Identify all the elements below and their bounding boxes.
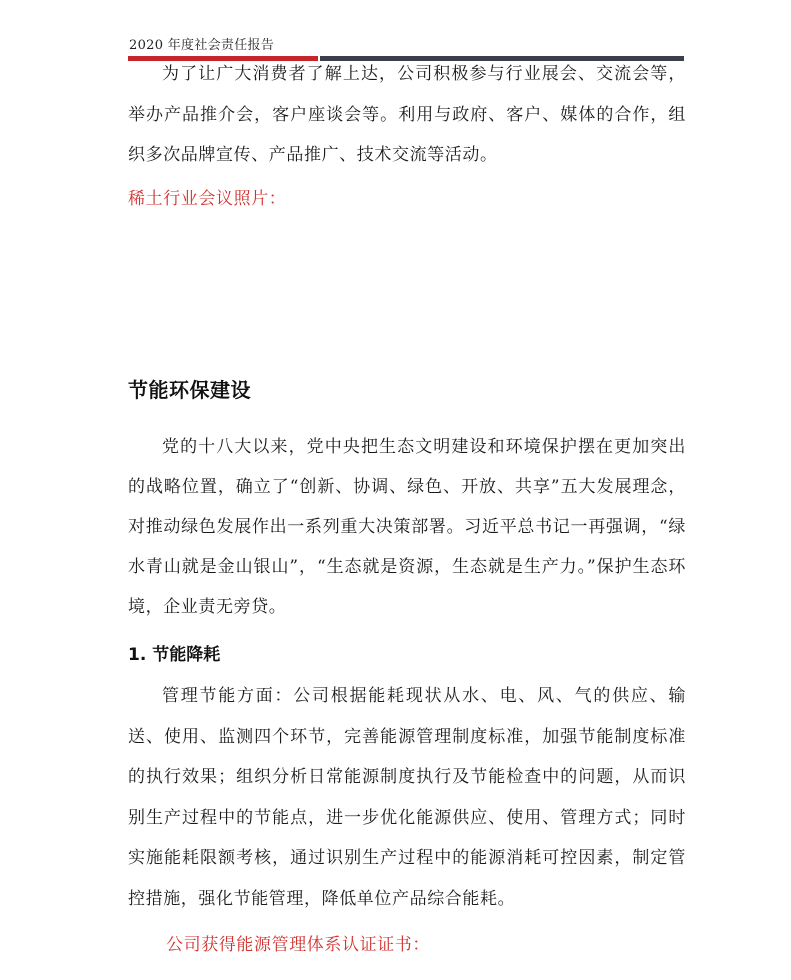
energy-management-paragraph: 管理节能方面：公司根据能耗现状从水、电、风、气的供应、输送、使用、监测四个环节，完善能源管理制度标准，加强节能制度标准的执行效果；组织分析日常能源制度执行及节能检查中的问题，从而识别生产过程中的节能点，进一步优化能源供应、使用、管理方式；同时实施能耗限额考核，通过识别生产过程中的能源消耗可控因素，制定管控措施，强化节能管理，降低单位产品综合能耗。 xyxy=(128,686,686,909)
photo-caption-industry-meeting: 稀土行业会议照片： xyxy=(128,189,287,209)
report-title: 2020 年度社会责任报告 xyxy=(129,38,275,53)
intro-paragraph: 为了让广大消费者了解上达，公司积极参与行业展会、交流会等，举办产品推介会，客户座谈会等。利用与政府、客户、媒体的合作，组织多次品牌宣传、产品推广、技术交流等活动。 xyxy=(128,64,686,165)
photo-caption-certificate: 公司获得能源管理体系认证证书： xyxy=(166,935,430,955)
subsection-title: 1. 节能降耗 xyxy=(128,645,221,665)
environment-paragraph: 党的十八大以来，党中央把生态文明建设和环境保护摆在更加突出的战略位置，确立了“创新、协调、绿色、开放、共享”五大发展理念，对推动绿色发展作出一系列重大决策部署。习近平总书记一再强调，“绿水青山就是金山银山”，“生态就是资源，生态就是生产力。”保护生态环境，企业责无旁贷。 xyxy=(128,437,686,617)
section-title: 节能环保建设 xyxy=(128,378,251,402)
